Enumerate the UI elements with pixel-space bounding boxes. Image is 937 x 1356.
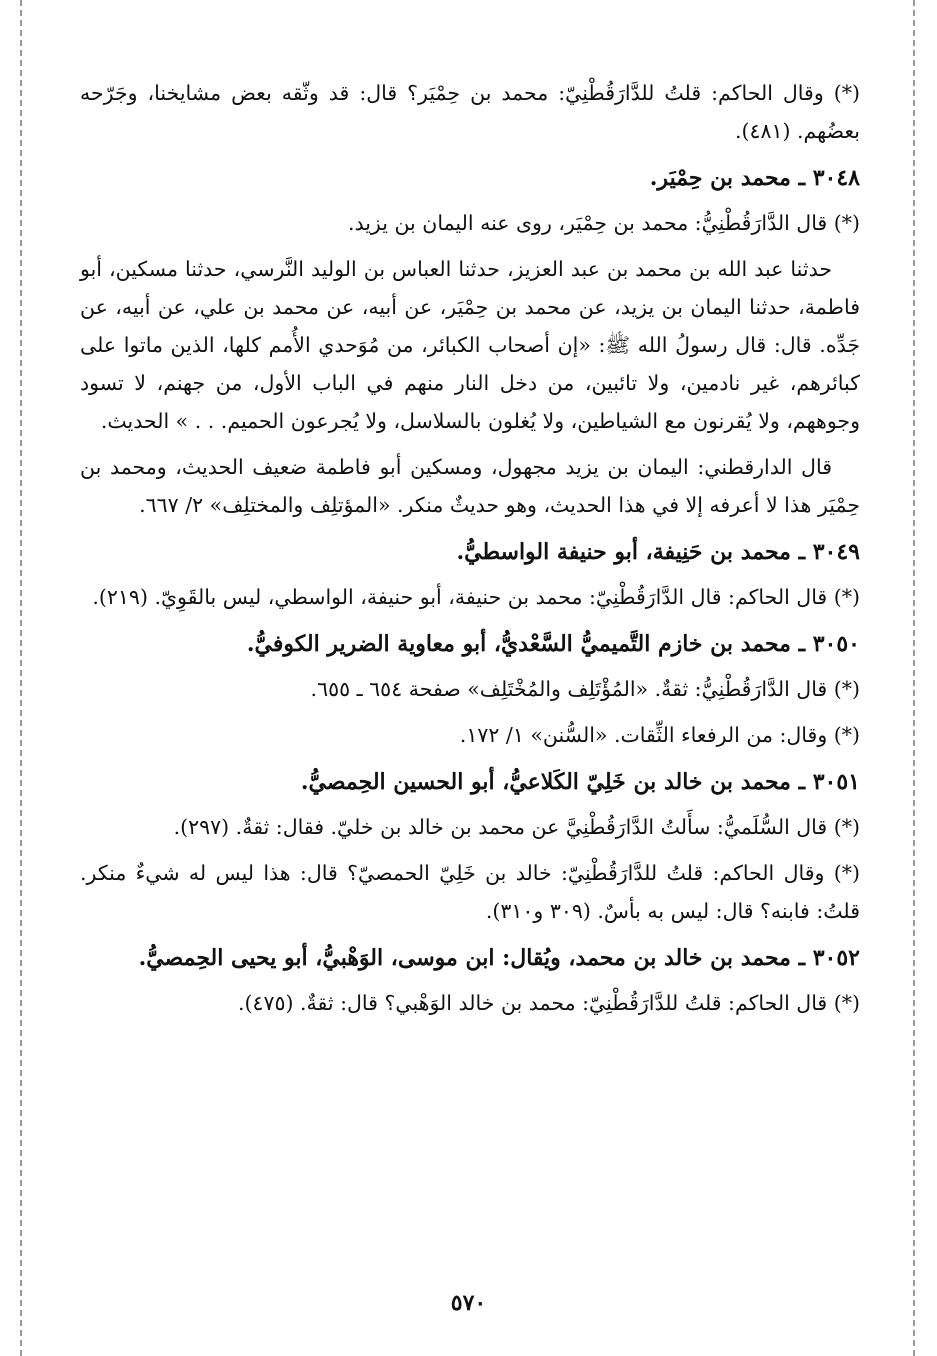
paragraph-daraqutni-verdict: قال الدارقطني: اليمان بن يزيد مجهول، ومسكين أبو فاطمة ضعيف الحديث، ومحمد بن حِمْيَر هذا لا أعرفه إلا في هذا الحديث، وهو حديثٌ منكر. «المؤتلِف والمختلِف» ٢/ ٦٦٧.	[80, 455, 860, 517]
paragraph-hakim-hanifa: (*) قال الحاكم: قال الدَّارَقُطْنِيّ: محمد بن حنيفة، أبو حنيفة، الواسطي، ليس بالقَوِيّ. (٢١٩).	[92, 585, 860, 609]
right-margin-line	[913, 0, 915, 1356]
paragraph-sulami: (*) قال السُّلَميُّ: سأَلتُ الدَّارَقُطْنِيَّ عن محمد بن خالد بن خليّ. فقال: ثقةٌ. (٢٩٧).	[173, 815, 860, 839]
paragraph-hadith-chain: حدثنا عبد الله بن محمد بن عبد العزيز، حدثنا العباس بن الوليد النَّرسي، حدثنا مسكين، أبو فاطمة، حدثنا اليمان بن يزيد، عن محمد بن حِمْيَر، عن أبيه، عن محمد بن علي، عن أبيه، عن جَدِّه. قال: قال رسولُ الله ﷺ: «إن أصحاب الكبائر، من مُوَحدي الأُمم كلها، الذين ماتوا على كبائرهم، غير نادمين، ولا تائبين، من دخل النار منهم في الباب الأول، من جهنم، لا تسود وجوههم، ولا يُقرنون مع الشياطين، ولا يُغلون بالسلاسل، ولا يُجرعون الحميم. . . » الحديث.	[80, 257, 860, 433]
left-margin-line	[20, 0, 22, 1356]
paragraph-daraqutni-hemyar: (*) قال الدَّارَقُطْنِيُّ: محمد بن حِمْيَر، روى عنه اليمان بن يزيد.	[347, 211, 860, 235]
entry-heading-3051: ٣٠٥١ ـ محمد بن خالد بن خَلِيّ الكَلاعيُّ، أبو الحسين الحِمصيُّ.	[300, 769, 860, 795]
page-body	[80, 74, 860, 1030]
page-number: ٥٧٠	[450, 1290, 487, 1316]
paragraph-hakim-khali: (*) وقال الحاكم: قلتُ للدَّارَقُطْنِيّ: خالد بن خَلِيّ الحمصيّ؟ قال: هذا ليس له شيءٌ منكر. قلتُ: فابنه؟ قال: ليس به بأسٌ. (٣٠٩ و٣١٠).	[80, 861, 860, 923]
paragraph-hakim-wahbi: (*) قال الحاكم: قلتُ للدَّارَقُطْنِيّ: محمد بن خالد الوَهْبي؟ قال: ثقةٌ. (٤٧٥).	[237, 991, 860, 1015]
entry-heading-3050: ٣٠٥٠ ـ محمد بن خازم التَّميميُّ السَّعْديُّ، أبو معاوية الضرير الكوفيُّ.	[246, 631, 860, 657]
entry-heading-3048: ٣٠٤٨ ـ محمد بن حِمْيَر.	[649, 165, 860, 191]
paragraph-rufaa-sunan: (*) وقال: من الرفعاء الثِّقات. «السُّنن» ١/ ١٧٢.	[459, 723, 860, 747]
paragraph-hakim-hemyar: (*) وقال الحاكم: قلتُ للدَّارَقُطْنِيّ: محمد بن حِمْيَر؟ قال: قد وثّقه بعض مشايخنا، وجَرّحه بعضُهم. (٤٨١).	[80, 81, 860, 143]
entry-heading-3052: ٣٠٥٢ ـ محمد بن خالد بن محمد، ويُقال: ابن موسى، الوَهْبيُّ، أبو يحيى الحِمصيُّ.	[138, 945, 860, 971]
paragraph-thiqa-mutalif: (*) قال الدَّارَقُطْنِيُّ: ثقةٌ. «المُؤْتَلِف والمُخْتَلِف» صفحة ٦٥٤ ـ ٦٥٥.	[310, 677, 860, 701]
entry-heading-3049: ٣٠٤٩ ـ محمد بن حَنِيفة، أبو حنيفة الواسطيُّ.	[456, 539, 860, 565]
